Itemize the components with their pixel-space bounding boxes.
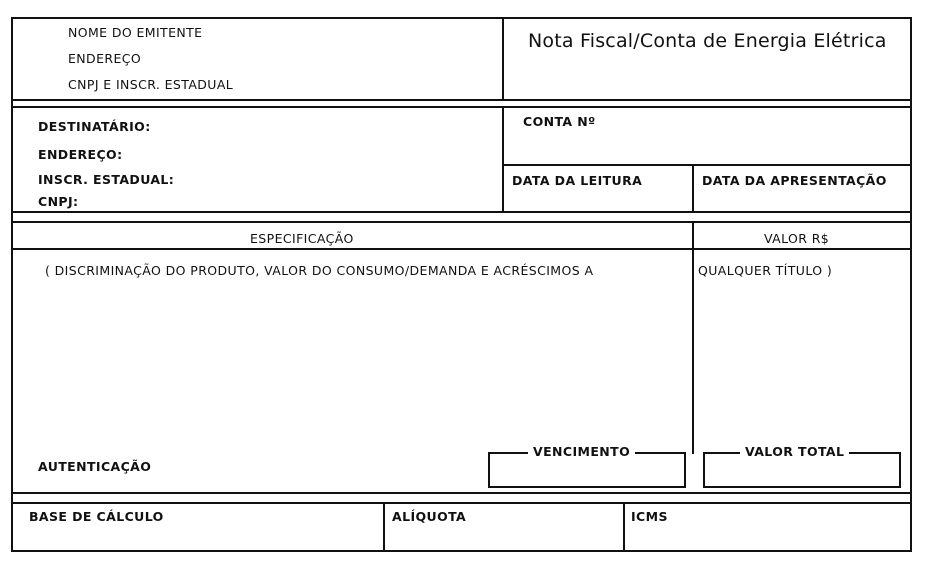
recipient-address-label: ENDEREÇO: xyxy=(38,147,123,162)
tax-divider-2 xyxy=(623,502,625,550)
emitter-name-label: NOME DO EMITENTE xyxy=(68,25,203,40)
section-separator xyxy=(11,502,912,504)
section-separator xyxy=(11,106,912,108)
emitter-ids-label: CNPJ E INSCR. ESTADUAL xyxy=(68,77,234,92)
reading-date-label: DATA DA LEITURA xyxy=(512,173,643,188)
items-description-text: ( DISCRIMINAÇÃO DO PRODUTO, VALOR DO CONSUMO/DEMANDA E ACRÉSCIMOS A xyxy=(45,263,594,278)
value-header: VALOR R$ xyxy=(764,231,830,246)
section-separator xyxy=(11,221,912,223)
recipient-cnpj-label: CNPJ: xyxy=(38,194,79,209)
recipient-label: DESTINATÁRIO: xyxy=(38,119,151,134)
total-value-label: VALOR TOTAL xyxy=(740,445,849,459)
icms-label: ICMS xyxy=(631,509,668,524)
recipient-divider xyxy=(502,106,504,213)
section-separator xyxy=(11,99,912,101)
due-date-label: VENCIMENTO xyxy=(528,445,635,459)
items-description-text-continued: QUALQUER TÍTULO ) xyxy=(698,263,833,278)
authentication-label: AUTENTICAÇÃO xyxy=(38,459,152,474)
account-row-divider xyxy=(502,164,912,166)
section-separator xyxy=(11,211,912,213)
tax-rate-label: ALÍQUOTA xyxy=(392,509,467,524)
specification-header: ESPECIFICAÇÃO xyxy=(250,231,354,246)
account-number-label: CONTA Nº xyxy=(523,114,596,129)
tax-base-label: BASE DE CÁLCULO xyxy=(29,509,164,524)
header-divider xyxy=(502,17,504,101)
emitter-address-label: ENDEREÇO xyxy=(68,51,142,66)
tax-divider-1 xyxy=(383,502,385,550)
section-separator xyxy=(11,492,912,494)
items-column-divider xyxy=(692,221,694,454)
date-divider xyxy=(692,164,694,213)
presentation-date-label: DATA DA APRESENTAÇÃO xyxy=(702,173,887,188)
items-header-divider xyxy=(11,248,912,250)
recipient-state-reg-label: INSCR. ESTADUAL: xyxy=(38,172,175,187)
document-title: Nota Fiscal/Conta de Energia Elétrica xyxy=(528,30,887,52)
